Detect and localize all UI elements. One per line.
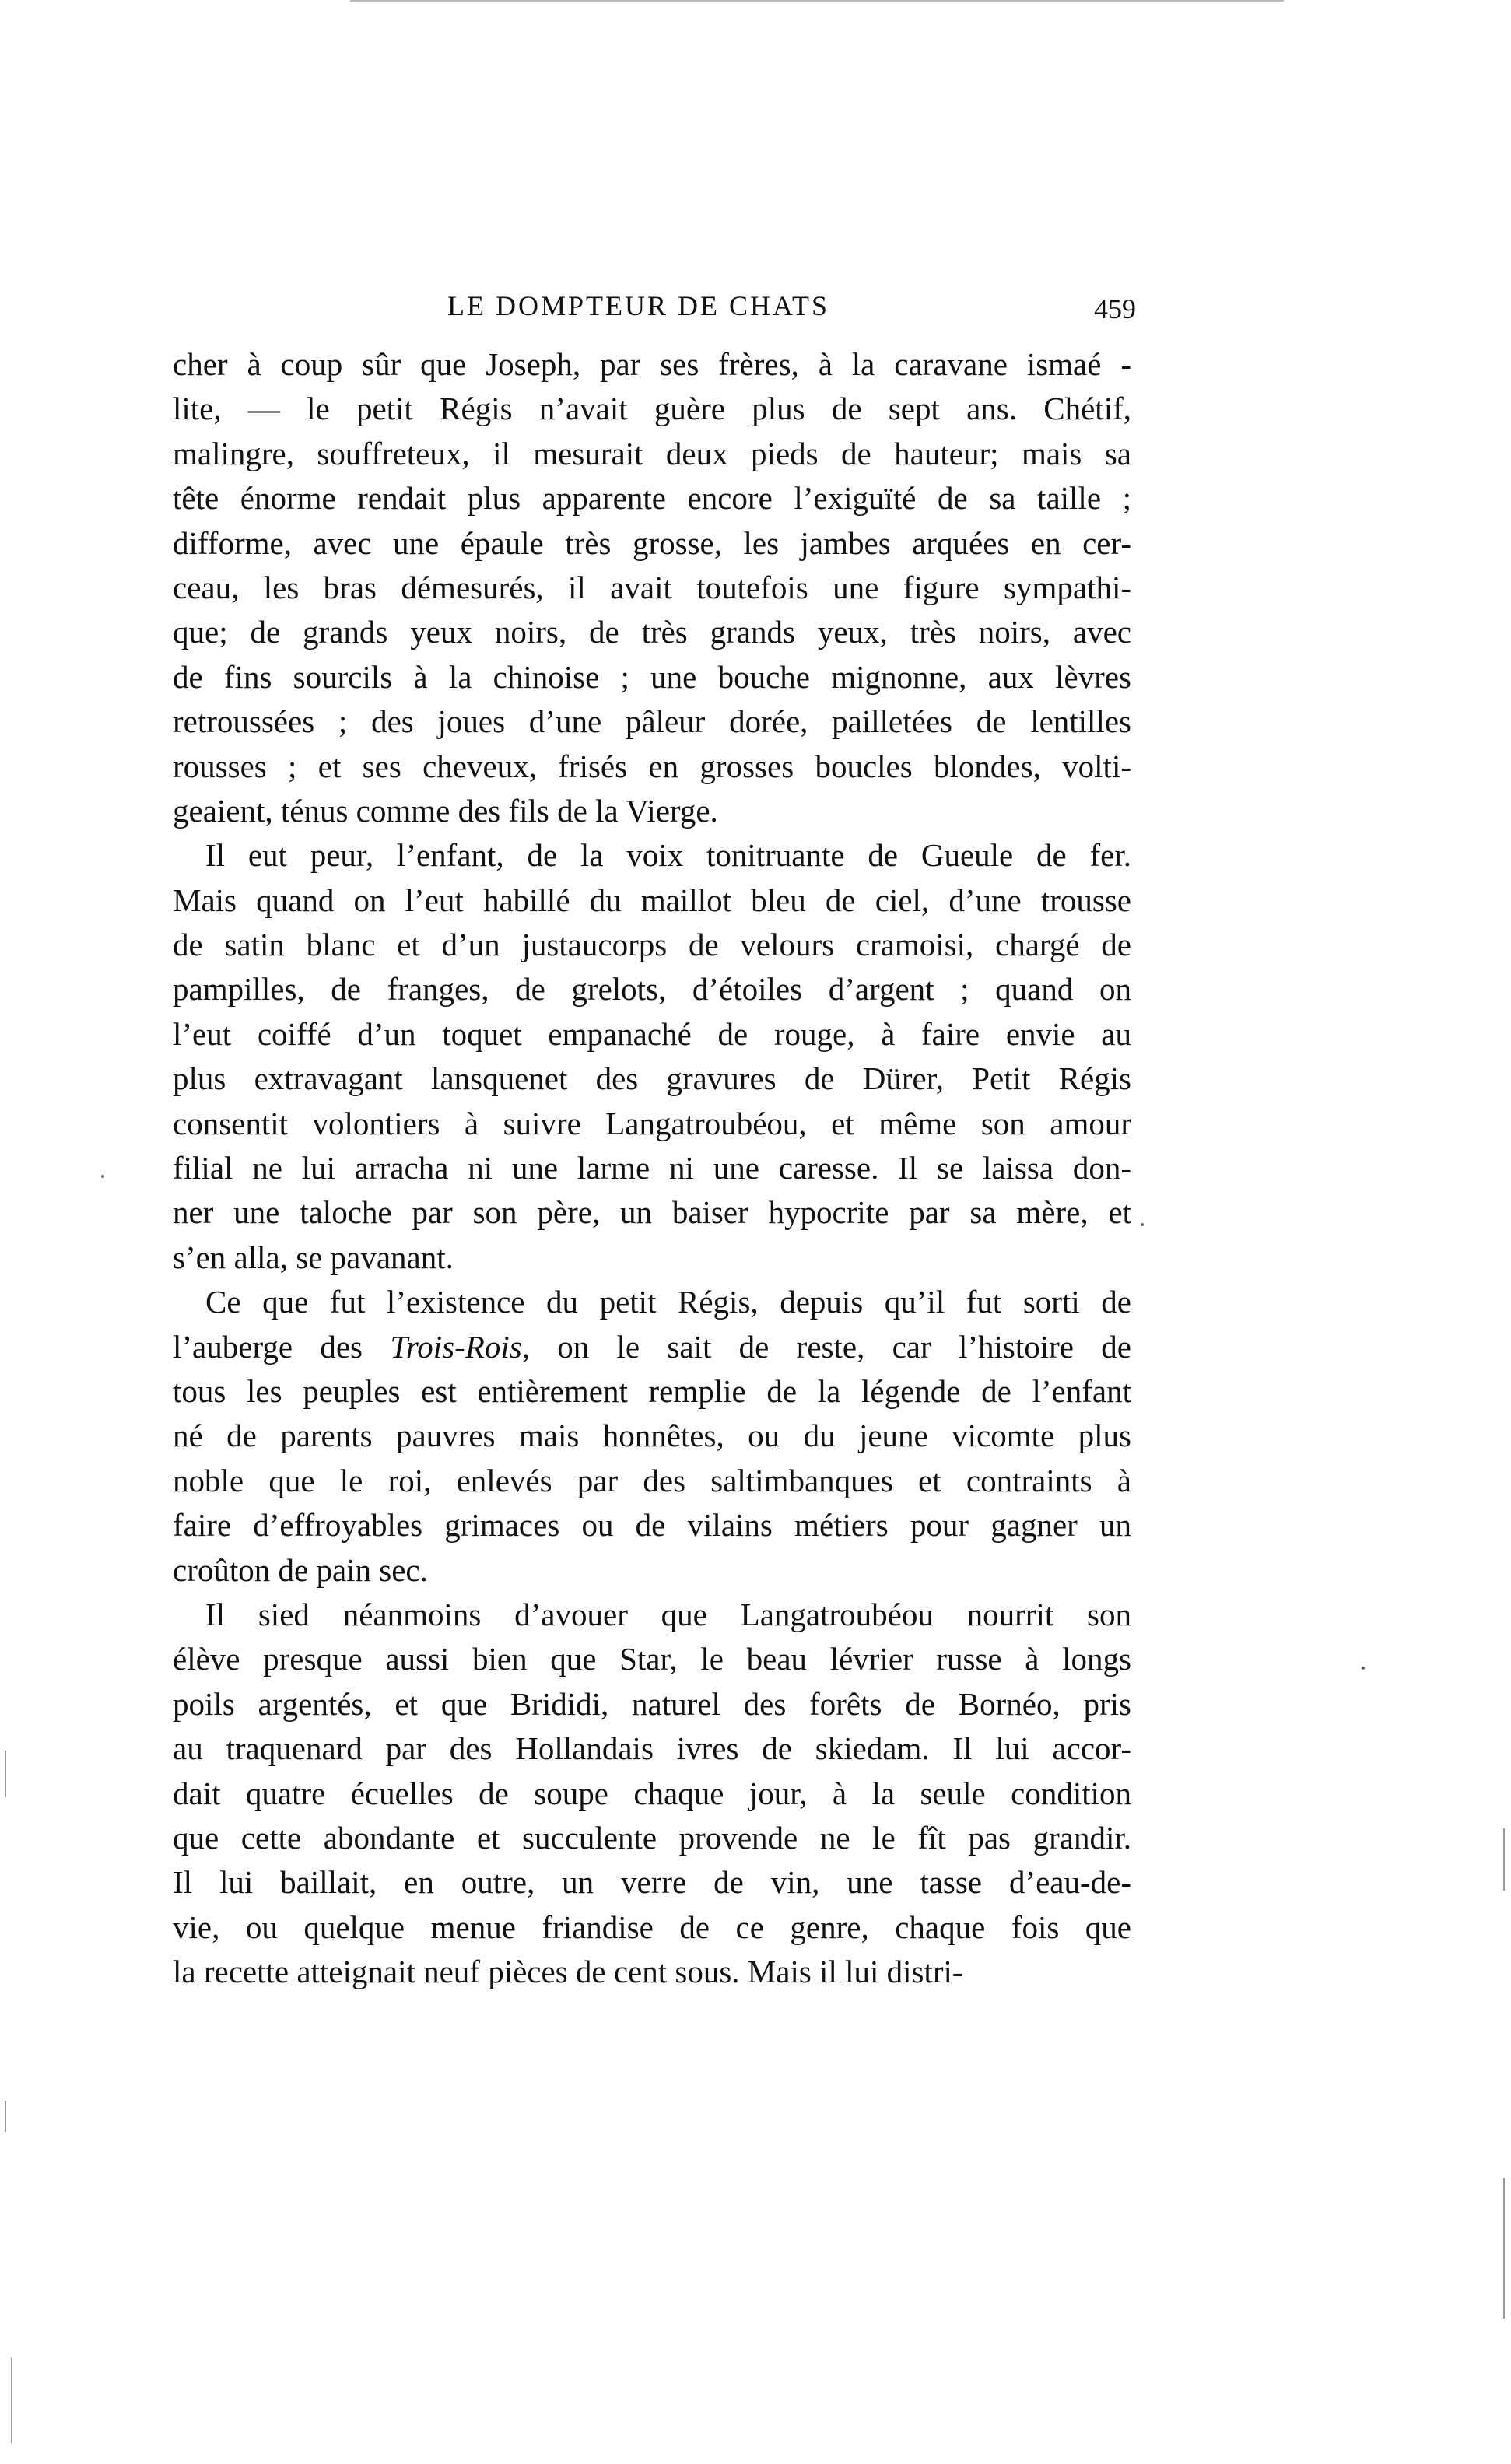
- text-line: pampilles, de franges, de grelots, d’étoiles d’argent ; quand on: [173, 971, 1131, 1008]
- text-line: lite, — le petit Régis n’avait guère plus de sept ans. Chétif,: [173, 391, 1131, 427]
- text-line: Mais quand on l’eut habillé du maillot bleu de ciel, d’une trousse: [173, 882, 1131, 918]
- text-line: dait quatre écuelles de soupe chaque jour, à la seule condition: [173, 1775, 1131, 1811]
- scan-speck: [1141, 1223, 1144, 1226]
- text-line: Il sied néanmoins d’avouer que Langatroubéou nourrit son: [205, 1596, 1131, 1632]
- text-line: la recette atteignait neuf pièces de cent sous. Mais il lui distri-: [173, 1954, 963, 1990]
- page-number: 459: [1094, 293, 1136, 324]
- text-segment: , on le sait de reste, car l’histoire de: [521, 1328, 1131, 1365]
- text-segment: l’auberge des: [173, 1328, 391, 1365]
- running-title: LE DOMPTEUR DE CHATS: [447, 290, 830, 321]
- italic-text: Trois-Rois: [390, 1328, 522, 1365]
- scan-edge-mark: [5, 2101, 6, 2132]
- text-line: difforme, avec une épaule très grosse, les jambes arquées en cer-: [173, 524, 1131, 561]
- text-line: tous les peuples est entièrement remplie de la légende de l’enfant: [173, 1372, 1131, 1409]
- scan-edge-line: [350, 0, 1284, 2]
- scan-edge-mark: [5, 1751, 6, 1797]
- paragraph: [173, 1280, 1131, 1593]
- text-line: au traquenard par des Hollandais ivres de skiedam. Il lui accor-: [173, 1730, 1131, 1767]
- text-line: croûton de pain sec.: [173, 1551, 428, 1588]
- text-line: malingre, souffreteux, il mesurait deux pieds de hauteur; mais sa: [173, 435, 1131, 471]
- text-line: que cette abondante et succulente provende ne le fît pas grandir.: [173, 1819, 1131, 1856]
- paragraph: [173, 1593, 1131, 1995]
- paragraph: [173, 342, 1131, 833]
- text-line: que; de grands yeux noirs, de très grands yeux, très noirs, avec: [173, 614, 1131, 650]
- text-line: né de parents pauvres mais honnêtes, ou du jeune vicomte plus: [173, 1418, 1131, 1454]
- text-line: s’en alla, se pavanant.: [173, 1239, 454, 1275]
- text-line: poils argentés, et que Brididi, naturel des forêts de Bornéo, pris: [173, 1685, 1131, 1722]
- text-line: cher à coup sûr que Joseph, par ses frères, à la caravane ismaé -: [173, 346, 1131, 382]
- text-line: filial ne lui arracha ni une larme ni une caresse. Il se laissa don-: [173, 1150, 1131, 1186]
- body-text: [173, 342, 1131, 1994]
- text-line: retroussées ; des joues d’une pâleur dorée, pailletées de lentilles: [173, 703, 1131, 740]
- text-line: geaient, ténus comme des fils de la Vierge.: [173, 792, 718, 829]
- paragraph: [173, 833, 1131, 1280]
- text-line: [173, 1325, 1131, 1369]
- text-line: rousses ; et ses cheveux, frisés en grosses boucles blondes, volti-: [173, 748, 1131, 784]
- text-line: élève presque aussi bien que Star, le beau lévrier russe à longs: [173, 1641, 1131, 1677]
- text-line: de fins sourcils à la chinoise ; une bouche mignonne, aux lèvres: [173, 658, 1131, 695]
- text-line: de satin blanc et d’un justaucorps de velours cramoisi, chargé de: [173, 927, 1131, 963]
- text-line: Il lui baillait, en outre, un verre de vin, une tasse d’eau-de-: [173, 1864, 1131, 1901]
- text-line: Il eut peur, l’enfant, de la voix tonitruante de Gueule de fer.: [205, 837, 1131, 874]
- scan-speck: [1362, 1667, 1365, 1670]
- text-line: consentit volontiers à suivre Langatroubéou, et même son amour: [173, 1105, 1131, 1141]
- scan-edge-mark: [1503, 1828, 1505, 1891]
- page-header: [179, 289, 1136, 328]
- text-line: Ce que fut l’existence du petit Régis, depuis qu’il fut sorti de: [205, 1284, 1131, 1320]
- text-line: l’eut coiffé d’un toquet empanaché de rouge, à faire envie au: [173, 1015, 1131, 1052]
- scan-edge-mark: [11, 2357, 12, 2443]
- text-line: vie, ou quelque menue friandise de ce genre, chaque fois que: [173, 1908, 1131, 1945]
- text-line: plus extravagant lansquenet des gravures de Dürer, Petit Régis: [173, 1060, 1131, 1097]
- scan-edge-mark: [1503, 2178, 1505, 2319]
- text-line: tête énorme rendait plus apparente encore l’exiguïté de sa taille ;: [173, 480, 1131, 517]
- scan-speck: [101, 1175, 104, 1178]
- text-line: ner une taloche par son père, un baiser hypocrite par sa mère, et: [173, 1194, 1131, 1231]
- text-line: noble que le roi, enlevés par des saltimbanques et contraints à: [173, 1462, 1131, 1498]
- text-line: faire d’effroyables grimaces ou de vilains métiers pour gagner un: [173, 1507, 1131, 1544]
- text-line: ceau, les bras démesurés, il avait toutefois une figure sympathi-: [173, 569, 1131, 605]
